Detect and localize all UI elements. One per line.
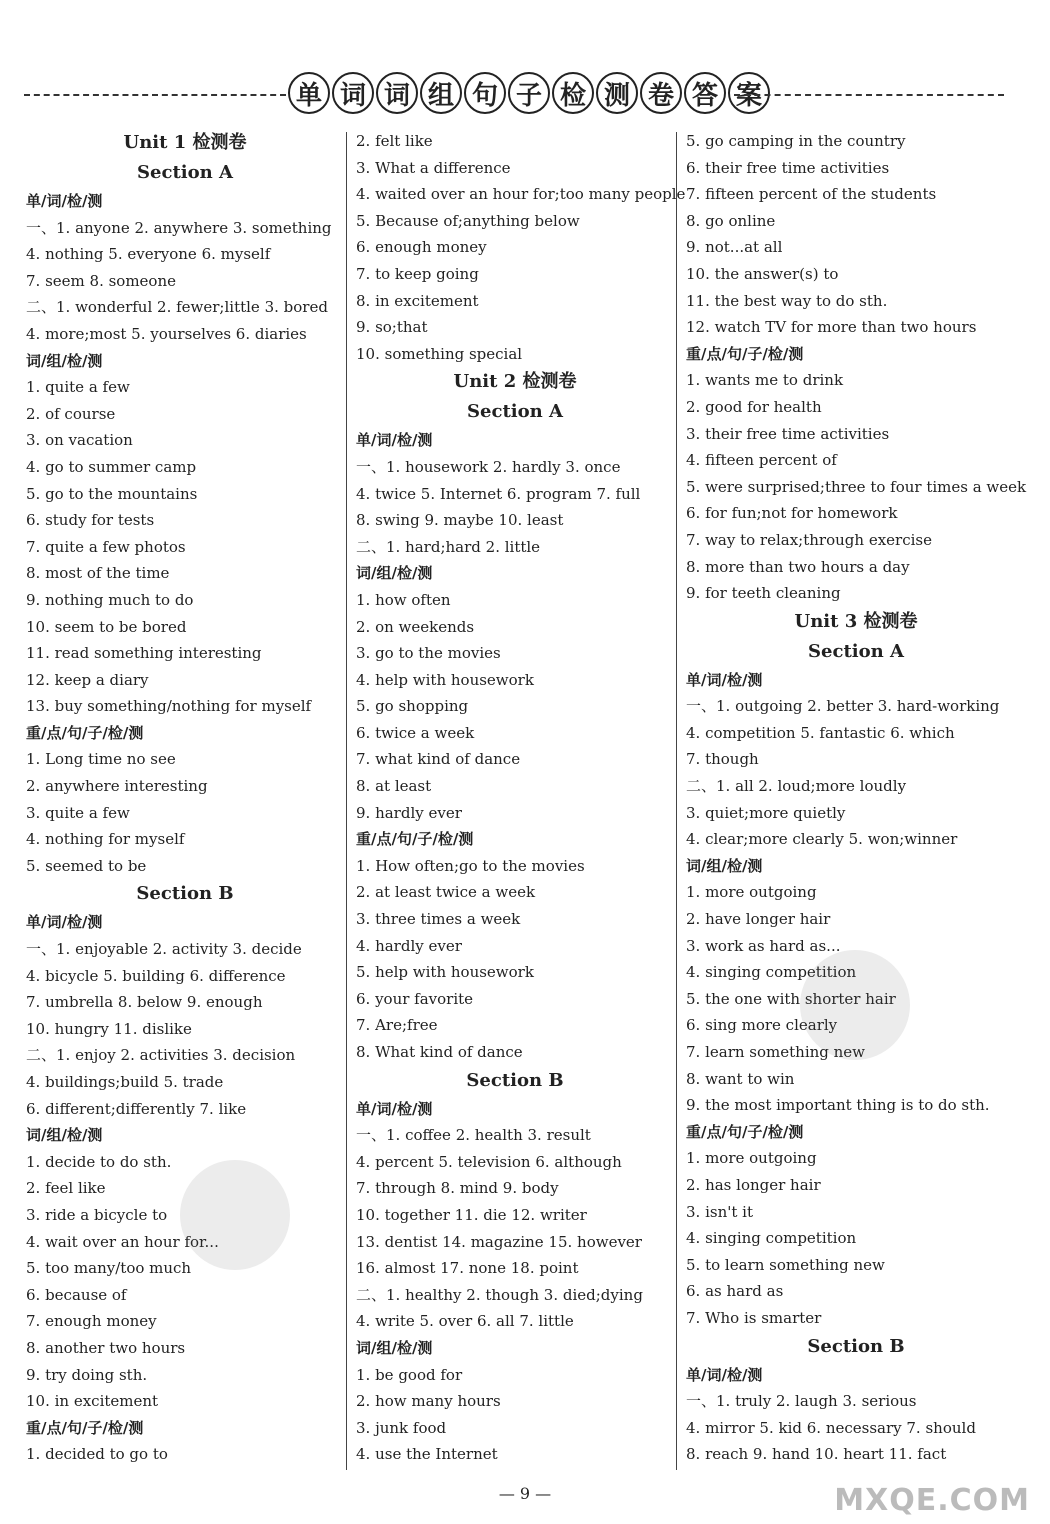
answer-line: 4. nothing 5. everyone 6. myself [26,245,271,264]
answer-line: 3. work as hard as... [686,936,841,955]
stamp-watermark [180,1160,290,1270]
category-heading: 重/点/句/子/检/测 [686,344,804,363]
answer-line: 4. fifteen percent of [686,451,837,470]
category-heading: 重/点/句/子/检/测 [26,723,144,742]
answer-line: 7. Who is smarter [686,1308,822,1327]
answer-line: 8. reach 9. hand 10. heart 11. fact [686,1445,947,1464]
answer-column-3 [686,128,1026,1468]
answer-line: 8. swing 9. maybe 10. least [356,511,564,530]
answer-line: 5. too many/too much [26,1259,192,1278]
answer-line: 2. good for health [686,397,822,416]
category-heading: 单/词/检/测 [26,913,103,932]
answer-line: 3. quite a few [26,803,130,822]
category-heading: 单/词/检/测 [686,1365,763,1384]
answer-line: 1. Long time no see [26,750,176,769]
section-heading: Section B [807,1335,905,1357]
answer-line: 2. of course [26,404,116,423]
section-heading: Section A [467,401,563,423]
answer-line: 13. dentist 14. magazine 15. however [356,1232,642,1251]
answer-line: 4. mirror 5. kid 6. necessary 7. should [686,1418,976,1437]
answer-line: 5. go camping in the country [686,132,906,150]
answer-line: 6. sing more clearly [686,1016,838,1035]
answer-line: 10. something special [356,344,523,363]
answer-line: 4. more;most 5. yourselves 6. diaries [26,324,307,343]
category-heading: 单/词/检/测 [356,431,433,450]
answer-line: 10. seem to be bored [26,617,187,636]
answer-line: 7. Are;free [356,1016,438,1035]
answer-line: 6. their free time activities [686,158,890,177]
answer-line: 7. fifteen percent of the students [686,185,937,204]
answer-line: 5. seemed to be [26,856,147,875]
answer-line: 10. the answer(s) to [686,264,839,283]
answer-line: 4. percent 5. television 6. although [356,1152,622,1171]
unit-heading: Unit 3 检测卷 [794,610,918,632]
answer-line: 4. clear;more clearly 5. won;winner [686,830,958,849]
answer-line: 二、1. wonderful 2. fewer;little 3. bored [26,298,328,317]
answer-line: 一、1. outgoing 2. better 3. hard-working [686,697,1000,716]
answer-line: 13. buy something/nothing for myself [26,697,312,716]
answer-line: 9. the most important thing is to do sth. [686,1096,990,1115]
title-dash-left [24,94,286,96]
answer-line: 4. hardly ever [356,936,462,955]
answer-line: 16. almost 17. none 18. point [356,1259,579,1278]
unit-heading: Unit 1 检测卷 [123,132,247,153]
section-heading: Section B [136,883,234,905]
section-heading: Section A [137,162,233,183]
answer-line: 3. three times a week [356,910,521,929]
answer-line: 5. to learn something new [686,1255,885,1274]
answer-line: 7. learn something new [686,1043,866,1061]
answer-line: 1. decided to go to [26,1445,168,1464]
site-watermark: MXQE.COM [834,1483,1030,1518]
answer-line: 3. isn't it [686,1202,753,1221]
column-divider [676,132,677,1470]
answer-line: 5. the one with shorter hair [686,989,896,1008]
answer-line: 4. twice 5. Internet 6. program 7. full [356,484,641,503]
answer-line: 5. Because of;anything below [356,211,580,230]
answer-line: 6. because of [26,1285,127,1304]
answer-line: 7. what kind of dance [356,750,521,769]
answer-line: 二、1. hard;hard 2. little [356,537,541,556]
answer-line: 6. different;differently 7. like [26,1099,247,1118]
category-heading: 词/组/检/测 [26,351,103,370]
answer-line: 9. try doing sth. [26,1365,148,1384]
answer-line: 9. hardly ever [356,803,462,822]
category-heading: 重/点/句/子/检/测 [26,1418,144,1437]
answer-line: 1. be good for [356,1365,463,1384]
answer-line: 5. go to the mountains [26,484,198,503]
title-char: 词 [376,72,418,114]
answer-line: 3. on vacation [26,431,133,450]
category-heading: 重/点/句/子/检/测 [356,830,474,849]
answer-line: 11. the best way to do sth. [686,291,888,310]
unit-heading: Unit 2 检测卷 [453,371,577,393]
answer-line: 一、1. truly 2. laugh 3. serious [686,1392,917,1411]
answer-line: 11. read something interesting [26,644,262,663]
answer-line: 3. go to the movies [356,644,501,663]
answer-line: 2. felt like [356,132,433,150]
answer-line: 7. through 8. mind 9. body [356,1179,559,1198]
answer-line: 10. hungry 11. dislike [26,1019,192,1038]
title-char: 子 [508,72,550,114]
answer-line: 12. watch TV for more than two hours [686,318,977,337]
answer-line: 4. bicycle 5. building 6. difference [26,966,286,985]
answer-line: 8. another two hours [26,1338,186,1357]
answer-line: 4. singing competition [686,963,857,982]
answer-line: 4. waited over an hour for;too many people [356,185,686,204]
answer-line: 2. anywhere interesting [26,777,208,796]
answer-line: 3. junk food [356,1418,447,1437]
answer-line: 8. want to win [686,1069,795,1088]
answer-line: 一、1. housework 2. hardly 3. once [356,457,621,476]
title-char: 案 [728,72,770,114]
answer-line: 5. were surprised;three to four times a week [686,477,1027,496]
title-char: 答 [684,72,726,114]
answer-line: 1. decide to do sth. [26,1152,172,1171]
answer-line: 4. write 5. over 6. all 7. little [356,1312,574,1331]
category-heading: 词/组/检/测 [356,564,433,583]
answer-line: 1. How often;go to the movies [356,856,585,875]
answer-line: 12. keep a diary [26,670,149,689]
answer-line: 2. how many hours [356,1392,501,1411]
stamp-watermark [800,950,910,1060]
category-heading: 单/词/检/测 [686,670,763,689]
answer-line: 一、1. enjoyable 2. activity 3. decide [26,940,302,959]
answer-line: 7. enough money [26,1312,157,1331]
answer-line: 8. more than two hours a day [686,557,910,576]
answer-line: 6. enough money [356,238,487,257]
answer-line: 4. wait over an hour for... [26,1232,219,1251]
title-char: 卷 [640,72,682,114]
answer-line: 1. more outgoing [686,883,817,902]
answer-line: 8. most of the time [26,564,170,583]
answer-line: 7. umbrella 8. below 9. enough [26,993,263,1012]
answer-line: 5. go shopping [356,697,469,716]
category-heading: 单/词/检/测 [26,192,103,210]
answer-line: 6. as hard as [686,1282,784,1301]
category-heading: 重/点/句/子/检/测 [686,1122,804,1141]
answer-line: 6. for fun;not for homework [686,504,898,523]
title-char: 组 [420,72,462,114]
answer-line: 一、1. coffee 2. health 3. result [356,1126,591,1145]
answer-line: 5. help with housework [356,963,534,982]
answer-line: 1. quite a few [26,378,130,397]
answer-line: 8. go online [686,211,776,230]
title-char: 检 [552,72,594,114]
answer-line: 2. at least twice a week [356,883,536,902]
category-heading: 单/词/检/测 [356,1099,433,1118]
title-bar [24,70,1004,122]
answer-line: 4. singing competition [686,1229,857,1248]
answer-line: 4. nothing for myself [26,830,185,849]
answer-line: 7. seem 8. someone [26,271,176,290]
answer-line: 2. has longer hair [686,1175,821,1194]
answer-line: 2. feel like [26,1179,106,1198]
category-heading: 词/组/检/测 [356,1338,433,1357]
title-char: 单 [288,72,330,114]
answer-line: 8. at least [356,777,432,796]
answer-line: 9. for teeth cleaning [686,584,841,603]
answer-line: 6. your favorite [356,989,474,1008]
answer-line: 7. way to relax;through exercise [686,530,932,549]
answer-line: 二、1. enjoy 2. activities 3. decision [26,1046,296,1065]
answer-line: 10. in excitement [26,1392,159,1411]
answer-line: 4. help with housework [356,670,534,689]
answer-line: 一、1. anyone 2. anywhere 3. something [26,218,332,237]
answer-column-1 [26,128,344,1468]
section-heading: Section A [808,640,904,662]
answer-line: 4. use the Internet [356,1445,498,1464]
answer-line: 3. ride a bicycle to [26,1205,168,1224]
answer-line: 2. have longer hair [686,910,831,929]
answer-line: 二、1. all 2. loud;more loudly [686,777,907,796]
answer-line: 6. twice a week [356,723,475,742]
answer-line: 7. quite a few photos [26,537,186,556]
answer-line: 9. not...at all [686,238,783,257]
answer-line: 8. in excitement [356,291,479,310]
answer-line: 3. their free time activities [686,424,890,443]
answer-line: 3. What a difference [356,158,511,177]
answer-line: 6. study for tests [26,511,155,530]
column-divider [346,132,347,1470]
answer-line: 7. to keep going [356,264,479,283]
answer-line: 1. more outgoing [686,1149,817,1168]
page-number: — 9 — [498,1484,552,1503]
answer-line: 4. competition 5. fantastic 6. which [686,723,955,742]
answer-line: 1. how often [356,590,451,609]
answer-line: 1. wants me to drink [686,371,844,390]
answer-line: 9. so;that [356,318,428,337]
answer-line: 3. quiet;more quietly [686,803,846,822]
category-heading: 词/组/检/测 [686,856,763,875]
title-char: 测 [596,72,638,114]
answer-line: 2. on weekends [356,617,475,636]
answer-column-2 [356,128,686,1468]
answer-line: 二、1. healthy 2. though 3. died;dying [356,1285,643,1304]
answer-line: 9. nothing much to do [26,590,194,609]
title-dash-right [734,94,1004,96]
answer-line: 4. buildings;build 5. trade [26,1073,224,1091]
category-heading: 词/组/检/测 [26,1126,103,1145]
title-char: 句 [464,72,506,114]
answer-line: 4. go to summer camp [26,457,197,476]
answer-line: 7. though [686,750,759,769]
page-title [288,72,770,114]
title-char: 词 [332,72,374,114]
answer-line: 10. together 11. die 12. writer [356,1205,587,1224]
section-heading: Section B [466,1069,564,1091]
answer-line: 8. What kind of dance [356,1043,523,1061]
